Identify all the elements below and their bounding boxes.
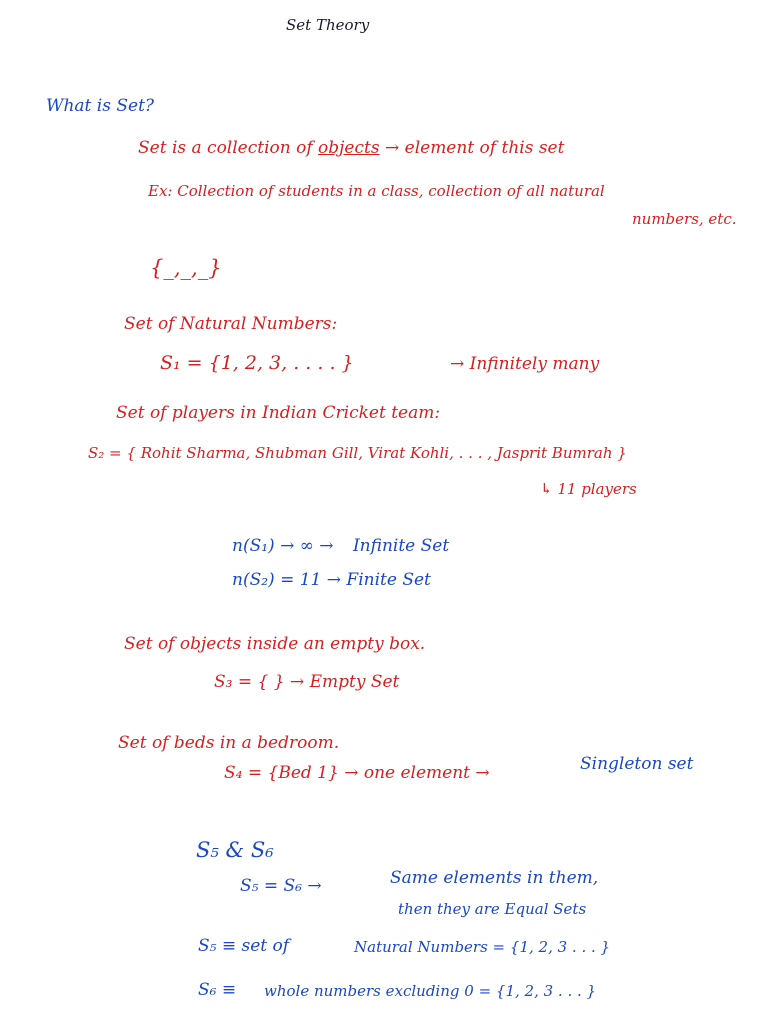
example-line-2: numbers, etc. bbox=[632, 210, 737, 228]
set-s2: S₂ = { Rohit Sharma, Shubman Gill, Virat Kohli, . . . , Jasprit Bumrah } bbox=[88, 444, 627, 462]
s5-definition-right: Natural Numbers = {1, 2, 3 . . . } bbox=[354, 938, 611, 956]
s5-definition-left: S₅ ≡ set of bbox=[198, 936, 290, 956]
equal-sets-heading: S₅ & S₆ bbox=[196, 838, 274, 862]
s2-note: ↳ 11 players bbox=[540, 480, 637, 498]
example-line-1: Ex: Collection of students in a class, collection of all natural bbox=[148, 182, 605, 200]
equal-relation: S₅ = S₆ → bbox=[240, 876, 322, 896]
equal-note-2: then they are Equal Sets bbox=[398, 900, 587, 918]
cricket-heading: Set of players in Indian Cricket team: bbox=[116, 403, 441, 423]
equal-note-1: Same elements in them, bbox=[390, 868, 599, 888]
natural-numbers-heading: Set of Natural Numbers: bbox=[124, 314, 338, 334]
blank-set-notation: {_,_,_} bbox=[150, 256, 222, 280]
question-heading: What is Set? bbox=[46, 96, 155, 116]
definition-line bbox=[138, 140, 564, 157]
page-title: Set Theory bbox=[286, 16, 370, 34]
singleton-heading: Set of beds in a bedroom. bbox=[118, 733, 340, 753]
set-s4: S₄ = {Bed 1} → one element → bbox=[224, 763, 490, 783]
s1-note: → Infinitely many bbox=[450, 354, 600, 374]
empty-heading: Set of objects inside an empty box. bbox=[124, 634, 426, 654]
set-s1: S₁ = {1, 2, 3, . . . . } bbox=[160, 352, 354, 374]
definition-suffix: → element of this set bbox=[384, 138, 565, 158]
s6-definition-right: whole numbers excluding 0 = {1, 2, 3 . . . } bbox=[264, 982, 597, 1000]
cardinality-s1-line bbox=[232, 538, 449, 555]
definition-prefix: Set is a collection of bbox=[138, 138, 313, 158]
infinite-set-label: Infinite Set bbox=[352, 536, 450, 556]
cardinality-s2-line: n(S₂) = 11 → Finite Set bbox=[232, 570, 431, 590]
set-s3: S₃ = { } → Empty Set bbox=[214, 672, 400, 692]
singleton-label: Singleton set bbox=[580, 754, 694, 774]
s6-definition-left: S₆ ≡ bbox=[198, 980, 237, 1000]
n-s1: n(S₁) → ∞ → bbox=[232, 536, 334, 556]
definition-objects: objects bbox=[318, 138, 380, 158]
